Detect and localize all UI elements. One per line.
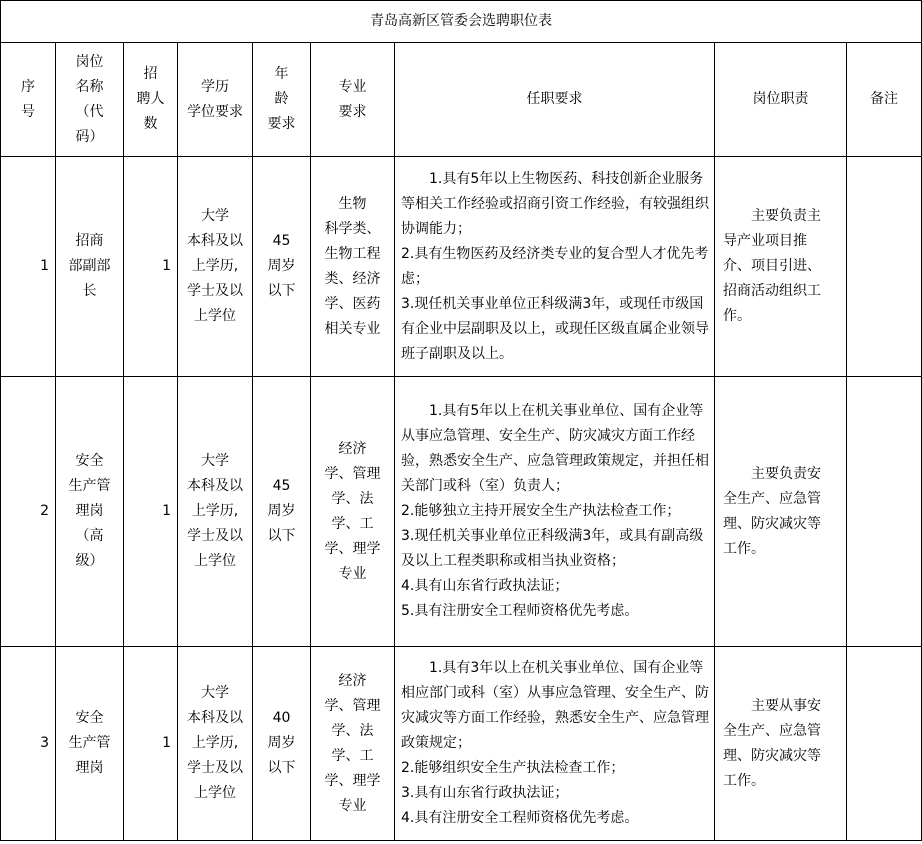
cell-seq: 1 xyxy=(1,157,56,377)
header-major: 专业 要求 xyxy=(311,43,395,157)
table-row xyxy=(1,647,922,841)
cell-age: 45 周岁 以下 xyxy=(253,157,311,377)
cell-duties: 主要负责主 导产业项目推 介、项目引进、 招商活动组织工 作。 xyxy=(715,157,847,377)
cell-note xyxy=(847,647,922,841)
cell-post: 安全 生产管 理岗 （高 级） xyxy=(56,377,124,647)
cell-note xyxy=(847,377,922,647)
cell-count: 1 xyxy=(124,157,178,377)
table-title: 青岛高新区管委会选聘职位表 xyxy=(1,1,922,43)
cell-post: 安全 生产管 理岗 xyxy=(56,647,124,841)
cell-requirements: 1.具有3年以上在机关事业单位、国有企业等相应部门或科（室）从事应急管理、安全生产、防灾减灾等方面工作经验，熟悉安全生产、应急管理政策规定； 2.能够组织安全生产执法检查工作； 3.具有山东省行政执法证； 4.具有注册安全工程师资格优先考虑。 xyxy=(395,647,715,841)
cell-requirements: 1.具有5年以上生物医药、科技创新企业服务等相关工作经验或招商引资工作经验，有较强组织协调能力； 2.具有生物医药及经济类专业的复合型人才优先考虑； 3.现任机关事业单位正科级满3年，或现任市级国有企业中层副职及以上，或现任区级直属企业领导班子副职及以上。 xyxy=(395,157,715,377)
cell-count: 1 xyxy=(124,377,178,647)
cell-major: 生物 科学类、 生物工程 类、经济 学、医药 相关专业 xyxy=(311,157,395,377)
table-row xyxy=(1,377,922,647)
header-duties: 岗位职责 xyxy=(715,43,847,157)
header-post: 岗位 名称 （代 码） xyxy=(56,43,124,157)
cell-major: 经济 学、管理 学、法 学、工 学、理学 专业 xyxy=(311,377,395,647)
header-requirements: 任职要求 xyxy=(395,43,715,157)
header-education: 学历 学位要求 xyxy=(178,43,253,157)
cell-requirements: 1.具有5年以上在机关事业单位、国有企业等从事应急管理、安全生产、防灾减灾方面工作经验，熟悉安全生产、应急管理政策规定，并担任相关部门或科（室）负责人； 2.能够独立主持开展安全生产执法检查工作； 3.现任机关事业单位正科级满3年，或具有副高级及以上工程类职称或相当执业资格； 4.具有山东省行政执法证； 5.具有注册安全工程师资格优先考虑。 xyxy=(395,377,715,647)
cell-note xyxy=(847,157,922,377)
cell-education: 大学 本科及以 上学历, 学士及以 上学位 xyxy=(178,157,253,377)
cell-age: 40 周岁 以下 xyxy=(253,647,311,841)
cell-age: 45 周岁 以下 xyxy=(253,377,311,647)
cell-post: 招商 部副部 长 xyxy=(56,157,124,377)
cell-duties: 主要从事安 全生产、应急管 理、防灾减灾等 工作。 xyxy=(715,647,847,841)
header-note: 备注 xyxy=(847,43,922,157)
cell-education: 大学 本科及以 上学历, 学士及以 上学位 xyxy=(178,647,253,841)
header-age: 年 龄 要求 xyxy=(253,43,311,157)
cell-duties: 主要负责安 全生产、应急管 理、防灾减灾等 工作。 xyxy=(715,377,847,647)
header-row xyxy=(1,43,922,157)
header-count: 招 聘人 数 xyxy=(124,43,178,157)
cell-education: 大学 本科及以 上学历, 学士及以 上学位 xyxy=(178,377,253,647)
cell-seq: 2 xyxy=(1,377,56,647)
cell-seq: 3 xyxy=(1,647,56,841)
cell-major: 经济 学、管理 学、法 学、工 学、理学 专业 xyxy=(311,647,395,841)
header-seq: 序 号 xyxy=(1,43,56,157)
table-row xyxy=(1,157,922,377)
cell-count: 1 xyxy=(124,647,178,841)
